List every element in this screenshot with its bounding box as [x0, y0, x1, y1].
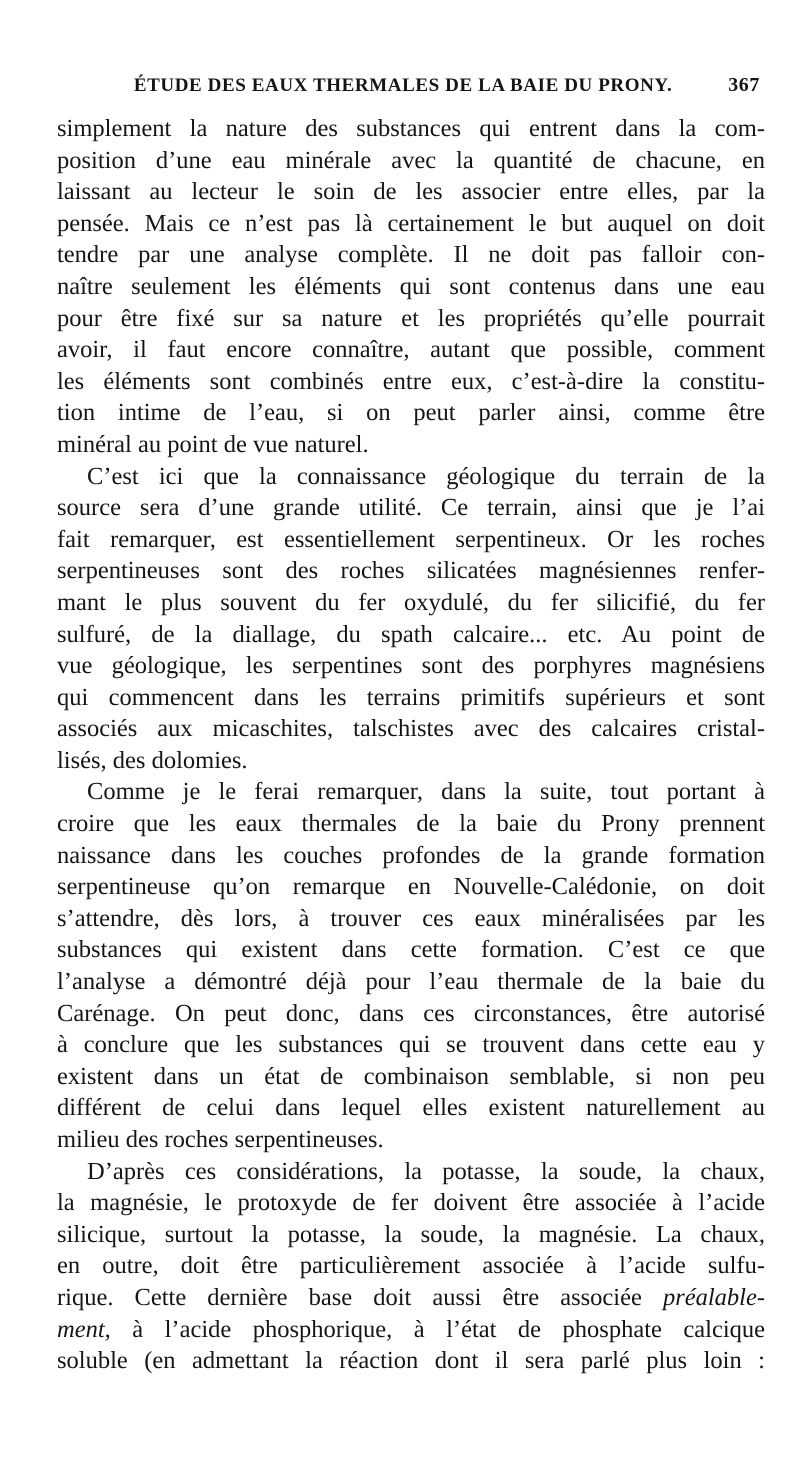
text-line: en outre, doit être particulièrement associée à l’acide sulfu- — [57, 1252, 765, 1280]
text-line: D’après ces considérations, la potasse, la soude, la chaux, — [87, 1157, 765, 1185]
text-line: l’analyse a démontré déjà pour l’eau thermale de la baie du — [57, 968, 765, 996]
text-line: simplement la nature des substances qui entrent dans la com- — [57, 115, 765, 142]
text-line: Comme je le ferai remarquer, dans la suite, tout portant à — [87, 778, 765, 806]
body-text — [57, 113, 765, 1377]
text-line: Carénage. On peut donc, dans ces circonstances, être autorisé — [57, 999, 765, 1027]
text-line: serpentineuse qu’on remarque en Nouvelle-Calédonie, on doit — [57, 873, 765, 901]
text-line: à conclure que les substances qui se trouvent dans cette eau y — [57, 1031, 765, 1059]
text-line: soluble (en admettant la réaction dont il sera parlé plus loin : — [57, 1347, 765, 1375]
text-line: source sera d’une grande utilité. Ce terrain, ainsi que je l’ai — [57, 494, 765, 522]
text-line: pour être fixé sur sa nature et les propriétés qu’elle pourrait — [57, 304, 765, 332]
text-line: tendre par une analyse complète. Il ne doit pas falloir con- — [57, 241, 765, 269]
text-line: lisés, des dolomies. — [57, 746, 248, 774]
paragraph — [57, 1156, 765, 1377]
text-line: substances qui existent dans cette formation. C’est ce que — [57, 936, 765, 964]
text-line: croire que les eaux thermales de la baie du Prony prennent — [57, 810, 765, 838]
text-line: existent dans un état de combinaison semblable, si non peu — [57, 1062, 765, 1090]
text-line: position d’une eau minérale avec la quantité de chacune, en — [57, 146, 765, 174]
paragraph — [57, 461, 765, 777]
text-line: naissance dans les couches profondes de la grande formation — [57, 841, 765, 869]
paragraph — [57, 113, 765, 461]
text-line — [57, 1282, 765, 1314]
text-line: sulfuré, de la diallage, du spath calcaire... etc. Au point de — [57, 620, 765, 648]
page-number: 367 — [728, 74, 760, 96]
text-line: associés aux micaschites, talschistes avec des calcaires cristal- — [57, 715, 765, 743]
text-line: tion intime de l’eau, si on peut parler ainsi, comme être — [57, 399, 765, 427]
text-line: vue géologique, les serpentines sont des porphyres magnésiens — [57, 652, 765, 680]
header-title: ÉTUDE DES EAUX THERMALES DE LA BAIE DU PRONY. — [133, 75, 673, 96]
text-line: s’attendre, dès lors, à trouver ces eaux minéralisées par les — [57, 904, 765, 932]
text-segment: rique. Cette dernière base doit aussi être associée — [57, 1283, 663, 1311]
text-line — [57, 1314, 765, 1346]
text-segment: , à l’acide phosphorique, à l’état de phosphate calcique — [104, 1315, 765, 1343]
italic-text: ment — [57, 1315, 105, 1343]
text-line: mant le plus souvent du fer oxydulé, du fer silicifié, du fer — [57, 588, 765, 616]
text-line: qui commencent dans les terrains primitifs supérieurs et sont — [57, 683, 765, 711]
text-line: avoir, il faut encore connaître, autant que possible, comment — [57, 336, 765, 364]
text-line: C’est ici que la connaissance géologique du terrain de la — [87, 462, 765, 490]
text-line: pensée. Mais ce n’est pas là certainement le but auquel on doit — [57, 209, 765, 237]
paragraph — [57, 776, 765, 1155]
italic-text: préalable- — [662, 1283, 765, 1311]
text-line: fait remarquer, est essentiellement serpentineux. Or les roches — [57, 525, 765, 553]
running-header — [108, 74, 760, 100]
text-line: les éléments sont combinés entre eux, c’est-à-dire la constitu- — [57, 367, 765, 395]
text-line: la magnésie, le protoxyde de fer doivent être associée à l’acide — [57, 1189, 765, 1217]
text-line: différent de celui dans lequel elles existent naturellement au — [57, 1094, 765, 1122]
text-line: naître seulement les éléments qui sont contenus dans une eau — [57, 272, 765, 300]
text-line: laissant au lecteur le soin de les associer entre elles, par la — [57, 178, 765, 206]
text-line: milieu des roches serpentineuses. — [57, 1126, 384, 1153]
text-line: silicique, surtout la potasse, la soude, la magnésie. La chaux, — [57, 1220, 765, 1248]
text-line: minéral au point de vue naturel. — [57, 430, 369, 458]
text-line: serpentineuses sont des roches silicatées magnésiennes renfer- — [57, 557, 765, 585]
